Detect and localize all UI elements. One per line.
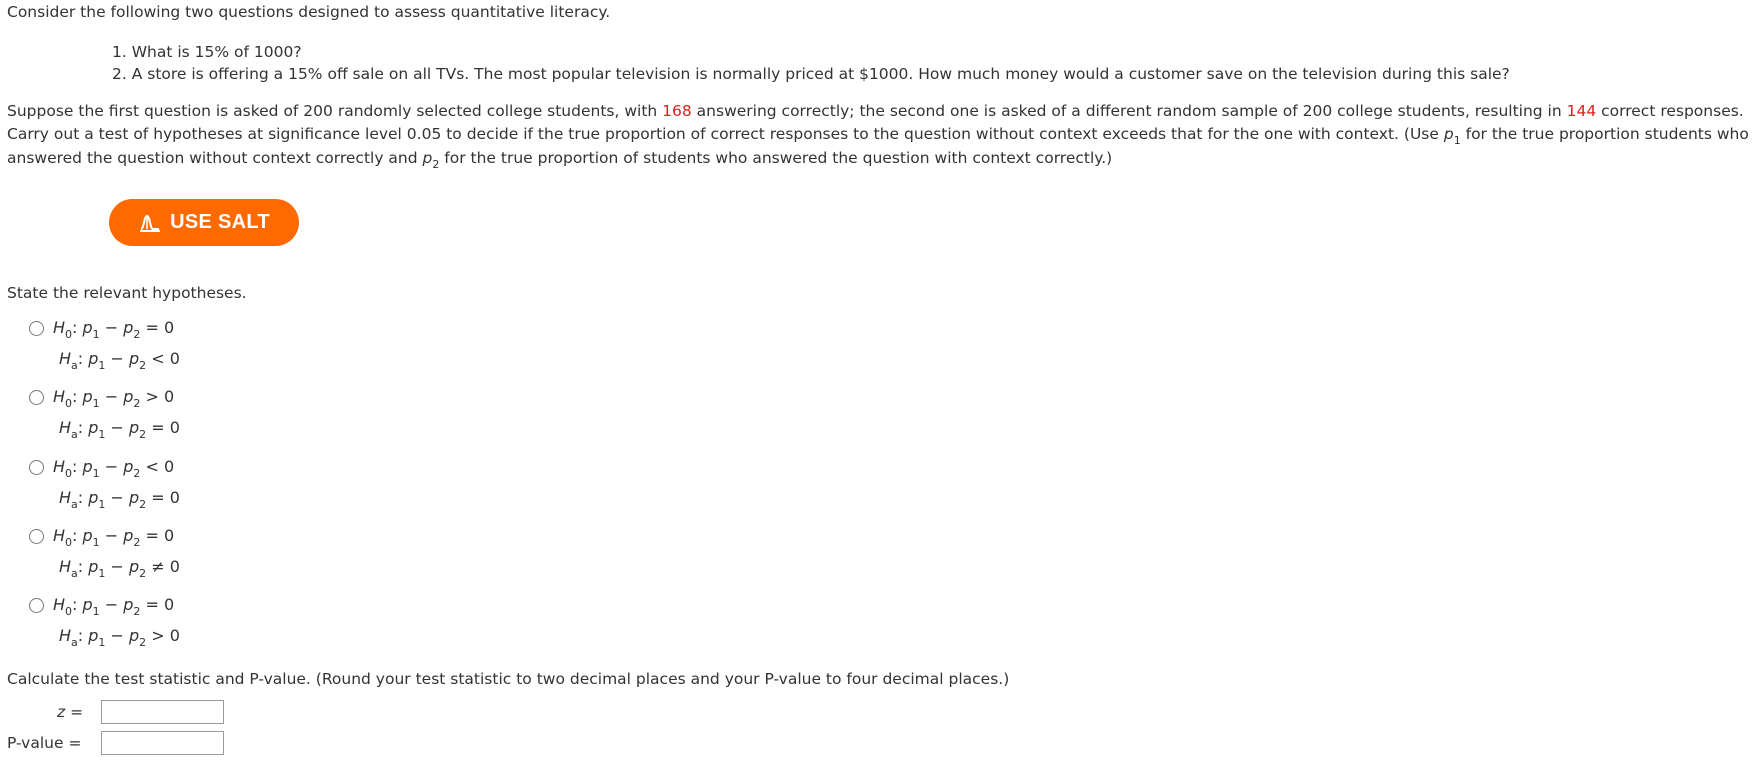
alt-hypothesis-3: $H_a$: $p_1 - p_2 = 0$ [59,488,180,511]
p-value-input[interactable] [101,731,224,755]
alt-hypothesis-4: $H_a$: $p_1 - p_2 \ne 0$ [59,557,180,580]
alt-hypothesis-2: $H_a$: $p_1 - p_2 = 0$ [59,418,180,441]
null-hypothesis-3: $H_0$: $p_1 - p_2 < 0$ [53,457,175,480]
z-input[interactable] [101,700,224,724]
hypotheses-prompt: State the relevant hypotheses. [7,284,247,302]
intro-text: Consider the following two questions designed to assess quantitative literacy. [7,3,611,21]
use-salt-label: USE SALT [170,211,270,233]
null-hypothesis-1: $H_0$: $p_1 - p_2 = 0$ [53,318,175,341]
use-salt-button[interactable] [109,199,299,246]
p1-subscript: 1 [1453,134,1461,147]
radio-option-3[interactable] [29,460,44,475]
null-hypothesis-4: $H_0$: $p_1 - p_2 = 0$ [53,526,175,549]
radio-option-1[interactable] [29,321,44,336]
alt-hypothesis-5: $H_a$: $p_1 - p_2 > 0$ [59,626,180,649]
paragraph-text-1: Suppose the first question is asked of 200 randomly selected college students, with [7,102,663,120]
p-value-label: P-value = [7,734,82,752]
p2-subscript: 2 [432,158,440,171]
paragraph-text-3: correct responses. Carry out a test of hypotheses at significance level 0.05 to decide if the true proportion of correct responses to the question without context exceeds that for the one with context. (Use [7,102,1744,143]
calculation-prompt: Calculate the test statistic and P-value. (Round your test statistic to two decimal places and your P-value to four decimal places.) [7,670,1010,688]
null-hypothesis-2: $H_0$: $p_1 - p_2 > 0$ [53,387,175,410]
question-list [112,41,1510,85]
p2-symbol: p [422,149,433,167]
problem-paragraph [7,100,1759,171]
question-item-1: 1. What is 15% of 1000? [112,43,302,61]
radio-option-4[interactable] [29,529,44,544]
radio-option-2[interactable] [29,390,44,405]
null-hypothesis-5: $H_0$: $p_1 - p_2 = 0$ [53,595,175,618]
paragraph-text-4: for the true proportion students who answered the question without context correctly and [7,125,1749,167]
question-item-2: 2. A store is offering a 15% off sale on all TVs. The most popular television is normally priced at $1000. How much money would a customer save on the television during this sale? [112,65,1510,83]
paragraph-text-5: for the true proportion of students who answered the question with context correctly.) [439,149,1113,167]
salt-distribution-icon [138,213,162,233]
second-correct-count: 144 [1566,102,1597,120]
alt-hypothesis-1: $H_a$: $p_1 - p_2 < 0$ [59,349,180,372]
z-label: z = [57,703,84,721]
paragraph-text-2: answering correctly; the second one is asked of a different random sample of 200 college students, resulting in [691,102,1567,120]
first-correct-count: 168 [662,102,692,120]
p1-symbol: p [1443,125,1454,143]
radio-option-5[interactable] [29,598,44,613]
